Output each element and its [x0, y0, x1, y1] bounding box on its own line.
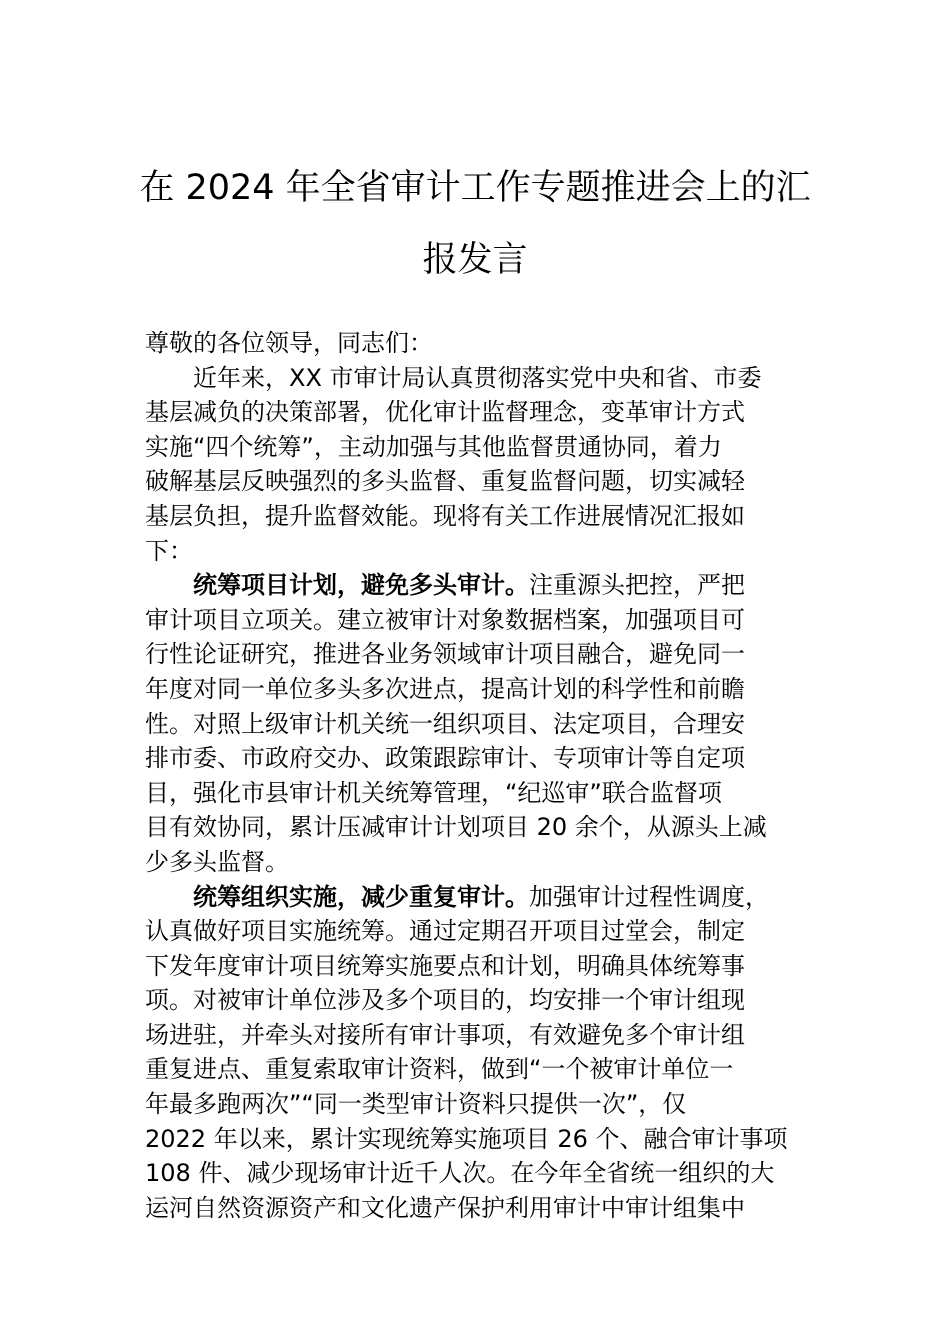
section2-line: 认真做好项目实施统筹。通过定期召开项目过堂会，制定	[145, 917, 745, 946]
section1-line: 审计项目立项关。建立被审计对象数据档案，加强项目可	[145, 605, 745, 634]
document-title	[120, 152, 830, 296]
section2-first-line	[145, 880, 835, 915]
title-line-1: 在 2024 年全省审计工作专题推进会上的汇	[139, 168, 811, 208]
section1-first-line-text: 注重源头把控，严把	[529, 571, 745, 600]
section2-line: 下发年度审计项目统筹实施要点和计划，明确具体统筹事	[145, 951, 745, 980]
intro-line: 破解基层反映强烈的多头监督、重复监督问题，切实减轻	[145, 467, 745, 496]
intro-line: 实施“四个统筹”，主动加强与其他监督贯通协同，着力	[145, 432, 722, 461]
section1-line: 行性论证研究，推进各业务领域审计项目融合，避免同一	[145, 640, 745, 669]
intro-line: 近年来，XX 市审计局认真贯彻落实党中央和省、市委	[193, 363, 762, 392]
section2-line: 重复进点、重复索取审计资料，做到“一个被审计单位一	[145, 1055, 734, 1084]
intro-line: 基层负担，提升监督效能。现将有关工作进展情况汇报如	[145, 501, 745, 530]
section1-line: 排市委、市政府交办、政策跟踪审计、专项审计等自定项	[145, 744, 745, 773]
section2-line: 2022 年以来，累计实现统筹实施项目 26 个、融合审计事项	[145, 1124, 788, 1153]
salutation: 尊敬的各位领导，同志们：	[145, 329, 433, 357]
section1-line: 目有效协同，累计压减审计计划项目 20 余个，从源头上减	[145, 813, 767, 842]
section2-line: 场进驻，并牵头对接所有审计事项，有效避免多个审计组	[145, 1020, 745, 1049]
section2-first-line-text: 加强审计过程性调度，	[529, 882, 769, 911]
section1-line: 少多头监督。	[145, 847, 289, 876]
section1-heading: 统筹项目计划，避免多头审计。	[193, 571, 529, 600]
section1-line: 性。对照上级审计机关统一组织项目、法定项目，合理安	[145, 709, 745, 738]
intro-line: 下：	[145, 536, 193, 565]
document-body	[145, 326, 835, 1225]
section2-line: 运河自然资源资产和文化遗产保护利用审计中审计组集中	[145, 1193, 745, 1222]
section2-heading: 统筹组织实施，减少重复审计。	[193, 882, 529, 911]
section2-line: 108 件、减少现场审计近千人次。在今年全省统一组织的大	[145, 1159, 775, 1188]
section1-line: 年度对同一单位多头多次进点，提高计划的科学性和前瞻	[145, 674, 745, 703]
section1-line: 目，强化市县审计机关统筹管理，“纪巡审”联合监督项	[145, 778, 722, 807]
section2-line: 年最多跑两次”“同一类型审计资料只提供一次”，仅	[145, 1090, 687, 1119]
section1-first-line	[145, 568, 835, 603]
title-line-2: 报发言	[422, 240, 528, 280]
intro-line: 基层减负的决策部署，优化审计监督理念，变革审计方式	[145, 398, 745, 427]
section2-line: 项。对被审计单位涉及多个项目的，均安排一个审计组现	[145, 986, 745, 1015]
